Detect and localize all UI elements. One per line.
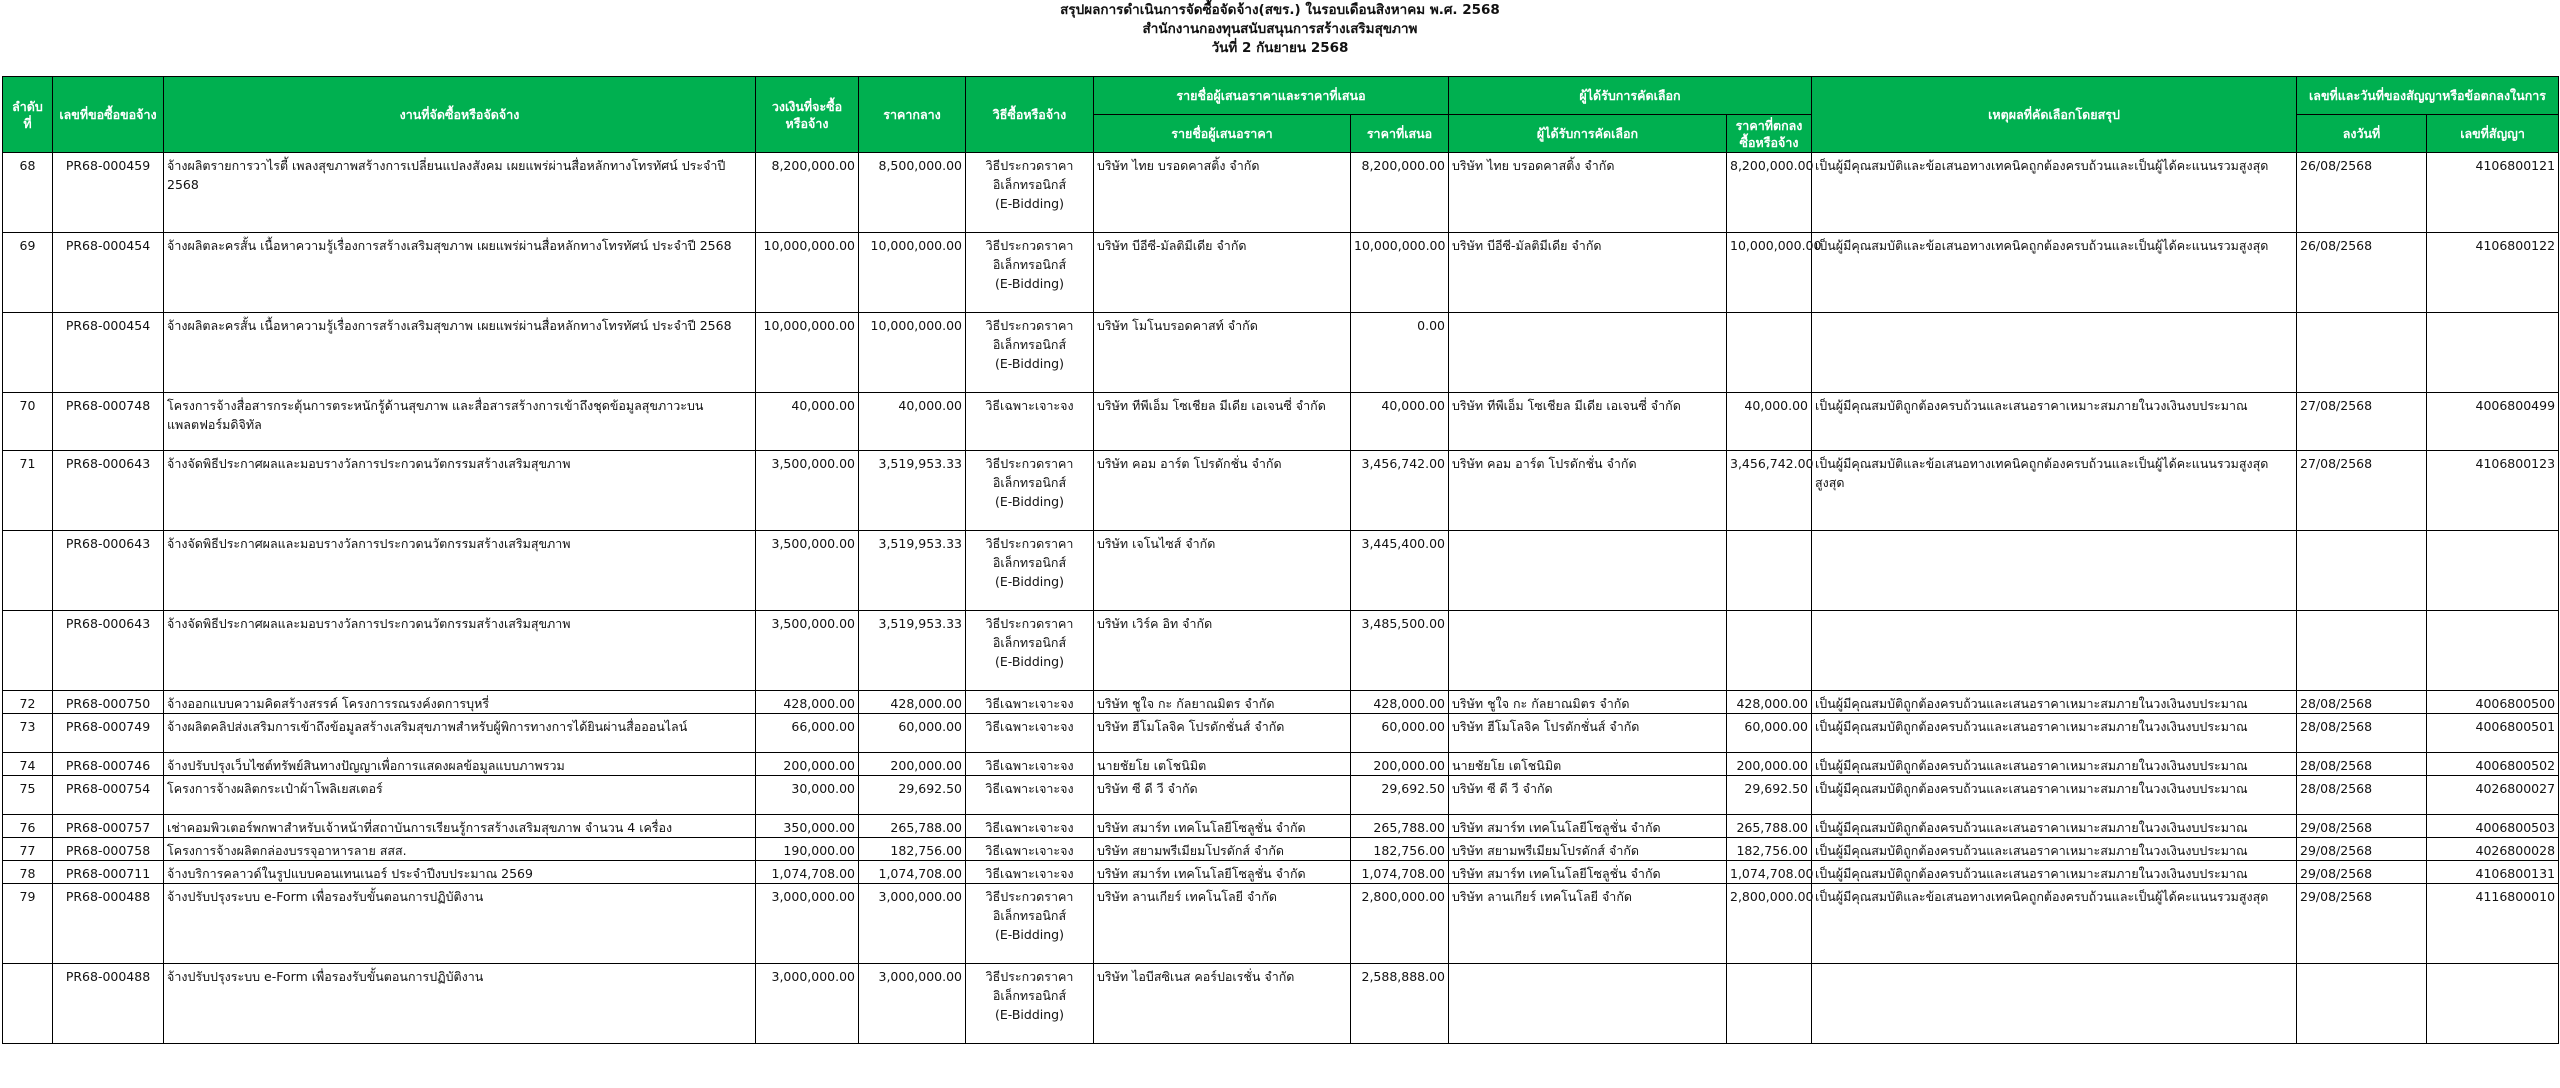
row-bid-price: 10,000,000.00 (1351, 233, 1449, 313)
row-agreed-price (1727, 964, 1812, 1044)
row-method-line: อิเล็กทรอนิกส์ (992, 908, 1067, 923)
row-median-price: 10,000,000.00 (859, 233, 966, 313)
row-agreed-price (1727, 531, 1812, 611)
row-budget: 3,500,000.00 (756, 611, 859, 691)
row-contract-date: 29/08/2568 (2297, 838, 2427, 861)
row-method (966, 233, 1094, 313)
table-row (3, 393, 2559, 451)
header-reason: เหตุผลที่คัดเลือกโดยสรุป (1812, 77, 2297, 153)
row-method (966, 815, 1094, 838)
row-budget: 66,000.00 (756, 714, 859, 753)
row-contract-no: 4006800500 (2427, 691, 2559, 714)
row-median-price: 29,692.50 (859, 776, 966, 815)
row-seq: 69 (3, 233, 53, 313)
header-work: งานที่จัดซื้อหรือจัดจ้าง (164, 77, 756, 153)
header-contract-no: เลขที่สัญญา (2427, 115, 2559, 153)
row-bid-price: 3,485,500.00 (1351, 611, 1449, 691)
row-budget: 3,500,000.00 (756, 451, 859, 531)
row-reason: เป็นผู้มีคุณสมบัติและข้อเสนอทางเทคนิคถูกต้องครบถ้วนและเป็นผู้ได้คะแนนรวมสูงสุดสูงสุด (1812, 451, 2297, 531)
row-bidder-name: บริษัท สยามพรีเมียมโปรดักส์ จำกัด (1094, 838, 1351, 861)
row-request-no: PR68-000643 (53, 531, 164, 611)
row-agreed-price: 10,000,000.00 (1727, 233, 1812, 313)
procurement-table (2, 76, 2559, 1044)
row-request-no: PR68-000749 (53, 714, 164, 753)
row-budget: 3,000,000.00 (756, 884, 859, 964)
row-selected-name (1449, 964, 1727, 1044)
row-contract-no: 4106800121 (2427, 153, 2559, 233)
row-method-line: อิเล็กทรอนิกส์ (992, 177, 1067, 192)
table-row (3, 691, 2559, 714)
header-selected-group: ผู้ได้รับการคัดเลือก (1449, 77, 1812, 115)
header-bidder-name: รายชื่อผู้เสนอราคา (1094, 115, 1351, 153)
row-method-line: (E-Bidding) (995, 654, 1064, 669)
row-agreed-price: 428,000.00 (1727, 691, 1812, 714)
row-selected-name (1449, 313, 1727, 393)
row-bidder-name: บริษัท ไอบีสซิเนส คอร์ปอเรชั่น จำกัด (1094, 964, 1351, 1044)
row-method-line: วิธีประกวดราคา (985, 238, 1074, 253)
row-budget: 30,000.00 (756, 776, 859, 815)
row-bid-price: 1,074,708.00 (1351, 861, 1449, 884)
row-contract-date: 26/08/2568 (2297, 233, 2427, 313)
row-seq: 77 (3, 838, 53, 861)
table-body (3, 153, 2559, 1044)
row-bid-price: 40,000.00 (1351, 393, 1449, 451)
row-seq: 73 (3, 714, 53, 753)
row-contract-no: 4006800499 (2427, 393, 2559, 451)
row-work: โครงการจ้างสื่อสารกระตุ้นการตระหนักรู้ด้านสุขภาพ และสื่อสารสร้างการเข้าถึงชุดข้อมูลสุขภาวะบนแพลตฟอร์มดิจิทัล (164, 393, 756, 451)
row-request-no: PR68-000754 (53, 776, 164, 815)
row-contract-date (2297, 964, 2427, 1044)
row-reason: เป็นผู้มีคุณสมบัติถูกต้องครบถ้วนและเสนอราคาเหมาะสมภายในวงเงินงบประมาณ (1812, 815, 2297, 838)
row-agreed-price: 2,800,000.00 (1727, 884, 1812, 964)
row-reason: เป็นผู้มีคุณสมบัติถูกต้องครบถ้วนและเสนอราคาเหมาะสมภายในวงเงินงบประมาณ (1812, 691, 2297, 714)
row-method-line: วิธีเฉพาะเจาะจง (985, 781, 1074, 796)
row-contract-no: 4006800501 (2427, 714, 2559, 753)
row-selected-name (1449, 611, 1727, 691)
row-median-price: 3,000,000.00 (859, 964, 966, 1044)
row-contract-date: 28/08/2568 (2297, 714, 2427, 753)
table-row (3, 313, 2559, 393)
row-method-line: (E-Bidding) (995, 196, 1064, 211)
header-agreed-price: ราคาที่ตกลง ซื้อหรือจ้าง (1727, 115, 1812, 153)
row-work: จ้างปรับปรุงระบบ e-Form เพื่อรองรับขั้นตอนการปฏิบัติงาน (164, 884, 756, 964)
row-agreed-price (1727, 611, 1812, 691)
row-agreed-price: 200,000.00 (1727, 753, 1812, 776)
row-method-line: (E-Bidding) (995, 1007, 1064, 1022)
row-budget: 8,200,000.00 (756, 153, 859, 233)
row-budget: 350,000.00 (756, 815, 859, 838)
row-bidder-name: นายชัยโย เตโชนิมิต (1094, 753, 1351, 776)
row-median-price: 200,000.00 (859, 753, 966, 776)
row-reason: เป็นผู้มีคุณสมบัติถูกต้องครบถ้วนและเสนอราคาเหมาะสมภายในวงเงินงบประมาณ (1812, 776, 2297, 815)
row-work: จ้างผลิตละครสั้น เนื้อหาความรู้เรื่องการสร้างเสริมสุขภาพ เผยแพร่ผ่านสื่อหลักทางโทรทัศน์ ประจำปี 2568 (164, 233, 756, 313)
row-selected-name: บริษัท ทีพีเอ็ม โซเชียล มีเดีย เอเจนซี่ จำกัด (1449, 393, 1727, 451)
row-seq: 78 (3, 861, 53, 884)
row-budget: 1,074,708.00 (756, 861, 859, 884)
row-agreed-price: 182,756.00 (1727, 838, 1812, 861)
header-selected-name: ผู้ได้รับการคัดเลือก (1449, 115, 1727, 153)
table-row (3, 776, 2559, 815)
report-title: สรุปผลการดำเนินการจัดซื้อจัดจ้าง(สขร.) ในรอบเดือนสิงหาคม พ.ศ. 2568 (1060, 2, 1500, 18)
row-method-line: วิธีเฉพาะเจาะจง (985, 843, 1074, 858)
row-median-price: 3,519,953.33 (859, 611, 966, 691)
row-bid-price: 3,456,742.00 (1351, 451, 1449, 531)
row-seq (3, 964, 53, 1044)
row-agreed-price: 265,788.00 (1727, 815, 1812, 838)
row-method-line: วิธีเฉพาะเจาะจง (985, 758, 1074, 773)
row-method (966, 611, 1094, 691)
row-method-line: วิธีเฉพาะเจาะจง (985, 866, 1074, 881)
row-work: จ้างออกแบบความคิดสร้างสรรค์ โครงการรณรงค์งดการบุหรี่ (164, 691, 756, 714)
row-bidder-name: บริษัท สมาร์ท เทคโนโลยีโซลูชั่น จำกัด (1094, 815, 1351, 838)
row-contract-no: 4106800131 (2427, 861, 2559, 884)
table-row (3, 884, 2559, 964)
row-seq: 70 (3, 393, 53, 451)
row-request-no: PR68-000643 (53, 451, 164, 531)
row-bid-price: 3,445,400.00 (1351, 531, 1449, 611)
row-method-line: (E-Bidding) (995, 927, 1064, 942)
row-request-no: PR68-000488 (53, 884, 164, 964)
row-method (966, 964, 1094, 1044)
row-contract-date (2297, 313, 2427, 393)
row-method (966, 884, 1094, 964)
header-budget: วงเงินที่จะซื้อ หรือจ้าง (756, 77, 859, 153)
table-row (3, 753, 2559, 776)
row-bidder-name: บริษัท ลานเกียร์ เทคโนโลยี จำกัด (1094, 884, 1351, 964)
row-budget: 40,000.00 (756, 393, 859, 451)
row-contract-no (2427, 531, 2559, 611)
row-reason: เป็นผู้มีคุณสมบัติและข้อเสนอทางเทคนิคถูกต้องครบถ้วนและเป็นผู้ได้คะแนนรวมสูงสุด (1812, 233, 2297, 313)
row-method-line: อิเล็กทรอนิกส์ (992, 555, 1067, 570)
row-median-price: 40,000.00 (859, 393, 966, 451)
row-contract-no: 4026800027 (2427, 776, 2559, 815)
row-request-no: PR68-000454 (53, 313, 164, 393)
row-budget: 3,500,000.00 (756, 531, 859, 611)
row-bid-price: 200,000.00 (1351, 753, 1449, 776)
row-method-line: อิเล็กทรอนิกส์ (992, 337, 1067, 352)
row-contract-no (2427, 964, 2559, 1044)
row-reason: เป็นผู้มีคุณสมบัติและข้อเสนอทางเทคนิคถูกต้องครบถ้วนและเป็นผู้ได้คะแนนรวมสูงสุด (1812, 153, 2297, 233)
row-agreed-price: 8,200,000.00 (1727, 153, 1812, 233)
row-work: เช่าคอมพิวเตอร์พกพาสำหรับเจ้าหน้าที่สถาบันการเรียนรู้การสร้างเสริมสุขภาพ จำนวน 4 เครื่อง (164, 815, 756, 838)
row-work: จ้างปรับปรุงระบบ e-Form เพื่อรองรับขั้นตอนการปฏิบัติงาน (164, 964, 756, 1044)
row-seq: 74 (3, 753, 53, 776)
row-contract-date (2297, 611, 2427, 691)
report-organization: สำนักงานกองทุนสนับสนุนการสร้างเสริมสุขภาพ (1142, 21, 1418, 37)
row-reason (1812, 531, 2297, 611)
row-method (966, 776, 1094, 815)
row-method-line: (E-Bidding) (995, 574, 1064, 589)
row-agreed-price (1727, 313, 1812, 393)
row-reason (1812, 313, 2297, 393)
table-row (3, 531, 2559, 611)
row-method (966, 313, 1094, 393)
row-median-price: 182,756.00 (859, 838, 966, 861)
header-median-price: ราคากลาง (859, 77, 966, 153)
row-contract-date: 26/08/2568 (2297, 153, 2427, 233)
row-bidder-name: บริษัท สมาร์ท เทคโนโลยีโซลูชั่น จำกัด (1094, 861, 1351, 884)
table-row (3, 838, 2559, 861)
row-selected-name: บริษัท ลานเกียร์ เทคโนโลยี จำกัด (1449, 884, 1727, 964)
row-bidder-name: บริษัท เวิร์ค อิท จำกัด (1094, 611, 1351, 691)
row-method (966, 531, 1094, 611)
row-request-no: PR68-000643 (53, 611, 164, 691)
row-selected-name: บริษัท สมาร์ท เทคโนโลยีโซลูชั่น จำกัด (1449, 861, 1727, 884)
row-method-line: วิธีเฉพาะเจาะจง (985, 696, 1074, 711)
row-median-price: 60,000.00 (859, 714, 966, 753)
row-bid-price: 2,588,888.00 (1351, 964, 1449, 1044)
row-bidder-name: บริษัท เจโนไซส์ จำกัด (1094, 531, 1351, 611)
table-row (3, 451, 2559, 531)
row-selected-name: นายชัยโย เตโชนิมิต (1449, 753, 1727, 776)
row-contract-no: 4006800503 (2427, 815, 2559, 838)
row-reason: เป็นผู้มีคุณสมบัติถูกต้องครบถ้วนและเสนอราคาเหมาะสมภายในวงเงินงบประมาณ (1812, 861, 2297, 884)
row-selected-name: บริษัท สยามพรีเมียมโปรดักส์ จำกัด (1449, 838, 1727, 861)
row-agreed-price: 40,000.00 (1727, 393, 1812, 451)
row-agreed-price: 3,456,742.00 (1727, 451, 1812, 531)
row-work: โครงการจ้างผลิตกระเป๋าผ้าโพลิเยสเตอร์ (164, 776, 756, 815)
row-request-no: PR68-000757 (53, 815, 164, 838)
table-row (3, 815, 2559, 838)
row-contract-date: 29/08/2568 (2297, 815, 2427, 838)
row-request-no: PR68-000750 (53, 691, 164, 714)
row-agreed-price: 1,074,708.00 (1727, 861, 1812, 884)
row-contract-date: 28/08/2568 (2297, 753, 2427, 776)
row-budget: 3,000,000.00 (756, 964, 859, 1044)
row-method (966, 753, 1094, 776)
row-median-price: 10,000,000.00 (859, 313, 966, 393)
row-reason: เป็นผู้มีคุณสมบัติถูกต้องครบถ้วนและเสนอราคาเหมาะสมภายในวงเงินงบประมาณ (1812, 393, 2297, 451)
row-median-price: 1,074,708.00 (859, 861, 966, 884)
row-method-line: อิเล็กทรอนิกส์ (992, 635, 1067, 650)
row-bid-price: 60,000.00 (1351, 714, 1449, 753)
row-method-line: วิธีประกวดราคา (985, 536, 1074, 551)
header-seq: ลำดับ ที่ (3, 77, 53, 153)
row-method-line: (E-Bidding) (995, 276, 1064, 291)
row-contract-date: 28/08/2568 (2297, 691, 2427, 714)
row-selected-name: บริษัท บีอีซี-มัลติมีเดีย จำกัด (1449, 233, 1727, 313)
row-seq (3, 611, 53, 691)
row-method-line: (E-Bidding) (995, 356, 1064, 371)
row-work: จ้างบริการคลาวด์ในรูปแบบคอนเทนเนอร์ ประจำปีงบประมาณ 2569 (164, 861, 756, 884)
row-bid-price: 428,000.00 (1351, 691, 1449, 714)
table-row (3, 611, 2559, 691)
row-selected-name: บริษัท ไทย บรอดคาสติ้ง จำกัด (1449, 153, 1727, 233)
row-contract-no: 4006800502 (2427, 753, 2559, 776)
row-contract-date: 29/08/2568 (2297, 861, 2427, 884)
row-request-no: PR68-000454 (53, 233, 164, 313)
row-work: จ้างผลิตรายการวาไรตี้ เพลงสุขภาพสร้างการเปลี่ยนแปลงสังคม เผยแพร่ผ่านสื่อหลักทางโทรทัศน์ ประจำปี 2568 (164, 153, 756, 233)
row-median-price: 3,519,953.33 (859, 531, 966, 611)
row-reason (1812, 964, 2297, 1044)
row-contract-date: 27/08/2568 (2297, 393, 2427, 451)
header-bidders-group: รายชื่อผู้เสนอราคาและราคาที่เสนอ (1094, 77, 1449, 115)
row-seq (3, 313, 53, 393)
row-contract-date (2297, 531, 2427, 611)
row-method (966, 838, 1094, 861)
row-median-price: 3,519,953.33 (859, 451, 966, 531)
report-title-block (0, 0, 2560, 76)
row-work: จ้างจัดพิธีประกาศผลและมอบรางวัลการประกวดนวัตกรรมสร้างเสริมสุขภาพ (164, 611, 756, 691)
row-seq: 68 (3, 153, 53, 233)
row-selected-name: บริษัท ซี ดี วี จำกัด (1449, 776, 1727, 815)
row-contract-date: 29/08/2568 (2297, 884, 2427, 964)
row-budget: 190,000.00 (756, 838, 859, 861)
row-median-price: 8,500,000.00 (859, 153, 966, 233)
row-method (966, 691, 1094, 714)
table-row (3, 714, 2559, 753)
header-contract-date: ลงวันที่ (2297, 115, 2427, 153)
row-bid-price: 0.00 (1351, 313, 1449, 393)
row-method-line: (E-Bidding) (995, 494, 1064, 509)
row-median-price: 3,000,000.00 (859, 884, 966, 964)
row-request-no: PR68-000746 (53, 753, 164, 776)
header-bid-price: ราคาที่เสนอ (1351, 115, 1449, 153)
row-reason: เป็นผู้มีคุณสมบัติถูกต้องครบถ้วนและเสนอราคาเหมาะสมภายในวงเงินงบประมาณ (1812, 838, 2297, 861)
row-method-line: วิธีประกวดราคา (985, 318, 1074, 333)
row-bid-price: 2,800,000.00 (1351, 884, 1449, 964)
row-bid-price: 8,200,000.00 (1351, 153, 1449, 233)
row-bidder-name: บริษัท บีอีซี-มัลติมีเดีย จำกัด (1094, 233, 1351, 313)
row-work: จ้างปรับปรุงเว็บไซต์ทรัพย์สินทางปัญญาเพื่อการแสดงผลข้อมูลแบบภาพรวม (164, 753, 756, 776)
row-method-line: วิธีเฉพาะเจาะจง (985, 820, 1074, 835)
row-contract-date: 28/08/2568 (2297, 776, 2427, 815)
row-reason: เป็นผู้มีคุณสมบัติและข้อเสนอทางเทคนิคถูกต้องครบถ้วนและเป็นผู้ได้คะแนนรวมสูงสุด (1812, 884, 2297, 964)
report-date: วันที่ 2 กันยายน 2568 (1211, 40, 1349, 56)
row-bid-price: 29,692.50 (1351, 776, 1449, 815)
row-seq: 76 (3, 815, 53, 838)
row-request-no: PR68-000711 (53, 861, 164, 884)
table-row (3, 233, 2559, 313)
row-budget: 10,000,000.00 (756, 313, 859, 393)
row-selected-name: บริษัท ชูใจ กะ กัลยาณมิตร จำกัด (1449, 691, 1727, 714)
table-row (3, 964, 2559, 1044)
row-seq: 72 (3, 691, 53, 714)
row-bidder-name: บริษัท ไทย บรอดคาสติ้ง จำกัด (1094, 153, 1351, 233)
row-bidder-name: บริษัท โมโนบรอดคาสท์ จำกัด (1094, 313, 1351, 393)
row-contract-date: 27/08/2568 (2297, 451, 2427, 531)
row-contract-no: 4116800010 (2427, 884, 2559, 964)
row-contract-no: 4106800122 (2427, 233, 2559, 313)
row-method-line: วิธีประกวดราคา (985, 456, 1074, 471)
row-contract-no (2427, 313, 2559, 393)
table-row (3, 153, 2559, 233)
row-reason (1812, 611, 2297, 691)
row-selected-name: บริษัท ฮีโมโลจิค โปรดักชั่นส์ จำกัด (1449, 714, 1727, 753)
row-bid-price: 182,756.00 (1351, 838, 1449, 861)
row-request-no: PR68-000748 (53, 393, 164, 451)
row-work: โครงการจ้างผลิตกล่องบรรจุอาหารลาย สสส. (164, 838, 756, 861)
row-seq (3, 531, 53, 611)
header-method: วิธีซื้อหรือจ้าง (966, 77, 1094, 153)
row-method-line: วิธีประกวดราคา (985, 889, 1074, 904)
row-seq: 75 (3, 776, 53, 815)
row-median-price: 428,000.00 (859, 691, 966, 714)
row-agreed-price: 29,692.50 (1727, 776, 1812, 815)
row-bidder-name: บริษัท ซี ดี วี จำกัด (1094, 776, 1351, 815)
row-reason: เป็นผู้มีคุณสมบัติถูกต้องครบถ้วนและเสนอราคาเหมาะสมภายในวงเงินงบประมาณ (1812, 714, 2297, 753)
row-median-price: 265,788.00 (859, 815, 966, 838)
row-request-no: PR68-000459 (53, 153, 164, 233)
row-bidder-name: บริษัท ฮีโมโลจิค โปรดักชั่นส์ จำกัด (1094, 714, 1351, 753)
row-reason: เป็นผู้มีคุณสมบัติถูกต้องครบถ้วนและเสนอราคาเหมาะสมภายในวงเงินงบประมาณ (1812, 753, 2297, 776)
row-method (966, 153, 1094, 233)
row-seq: 79 (3, 884, 53, 964)
row-method-line: วิธีประกวดราคา (985, 616, 1074, 631)
row-selected-name: บริษัท สมาร์ท เทคโนโลยีโซลูชั่น จำกัด (1449, 815, 1727, 838)
row-method-line: อิเล็กทรอนิกส์ (992, 475, 1067, 490)
row-work: จ้างจัดพิธีประกาศผลและมอบรางวัลการประกวดนวัตกรรมสร้างเสริมสุขภาพ (164, 531, 756, 611)
row-method (966, 451, 1094, 531)
row-budget: 428,000.00 (756, 691, 859, 714)
row-bidder-name: บริษัท ชูใจ กะ กัลยาณมิตร จำกัด (1094, 691, 1351, 714)
row-work: จ้างผลิตละครสั้น เนื้อหาความรู้เรื่องการสร้างเสริมสุขภาพ เผยแพร่ผ่านสื่อหลักทางโทรทัศน์ ประจำปี 2568 (164, 313, 756, 393)
row-contract-no: 4026800028 (2427, 838, 2559, 861)
row-method-line: วิธีเฉพาะเจาะจง (985, 398, 1074, 413)
header-request-no: เลขที่ขอซื้อขอจ้าง (53, 77, 164, 153)
row-agreed-price: 60,000.00 (1727, 714, 1812, 753)
header-contract-group: เลขที่และวันที่ของสัญญาหรือข้อตกลงในการ (2297, 77, 2559, 115)
row-work: จ้างจัดพิธีประกาศผลและมอบรางวัลการประกวดนวัตกรรมสร้างเสริมสุขภาพ (164, 451, 756, 531)
row-method (966, 714, 1094, 753)
row-method-line: วิธีประกวดราคา (985, 969, 1074, 984)
row-method-line: อิเล็กทรอนิกส์ (992, 257, 1067, 272)
row-selected-name (1449, 531, 1727, 611)
row-method-line: วิธีประกวดราคา (985, 158, 1074, 173)
row-bidder-name: บริษัท คอม อาร์ต โปรดักชั่น จำกัด (1094, 451, 1351, 531)
row-method-line: วิธีเฉพาะเจาะจง (985, 719, 1074, 734)
row-method (966, 393, 1094, 451)
row-method (966, 861, 1094, 884)
row-request-no: PR68-000488 (53, 964, 164, 1044)
row-work: จ้างผลิตคลิปส่งเสริมการเข้าถึงข้อมูลสร้างเสริมสุขภาพสำหรับผู้พิการทางการได้ยินผ่านสื่อออนไลน์ (164, 714, 756, 753)
row-budget: 200,000.00 (756, 753, 859, 776)
row-contract-no (2427, 611, 2559, 691)
row-bidder-name: บริษัท ทีพีเอ็ม โซเชียล มีเดีย เอเจนซี่ จำกัด (1094, 393, 1351, 451)
row-method-line: อิเล็กทรอนิกส์ (992, 988, 1067, 1003)
row-contract-no: 4106800123 (2427, 451, 2559, 531)
table-row (3, 861, 2559, 884)
row-budget: 10,000,000.00 (756, 233, 859, 313)
row-selected-name: บริษัท คอม อาร์ต โปรดักชั่น จำกัด (1449, 451, 1727, 531)
row-bid-price: 265,788.00 (1351, 815, 1449, 838)
row-request-no: PR68-000758 (53, 838, 164, 861)
row-seq: 71 (3, 451, 53, 531)
